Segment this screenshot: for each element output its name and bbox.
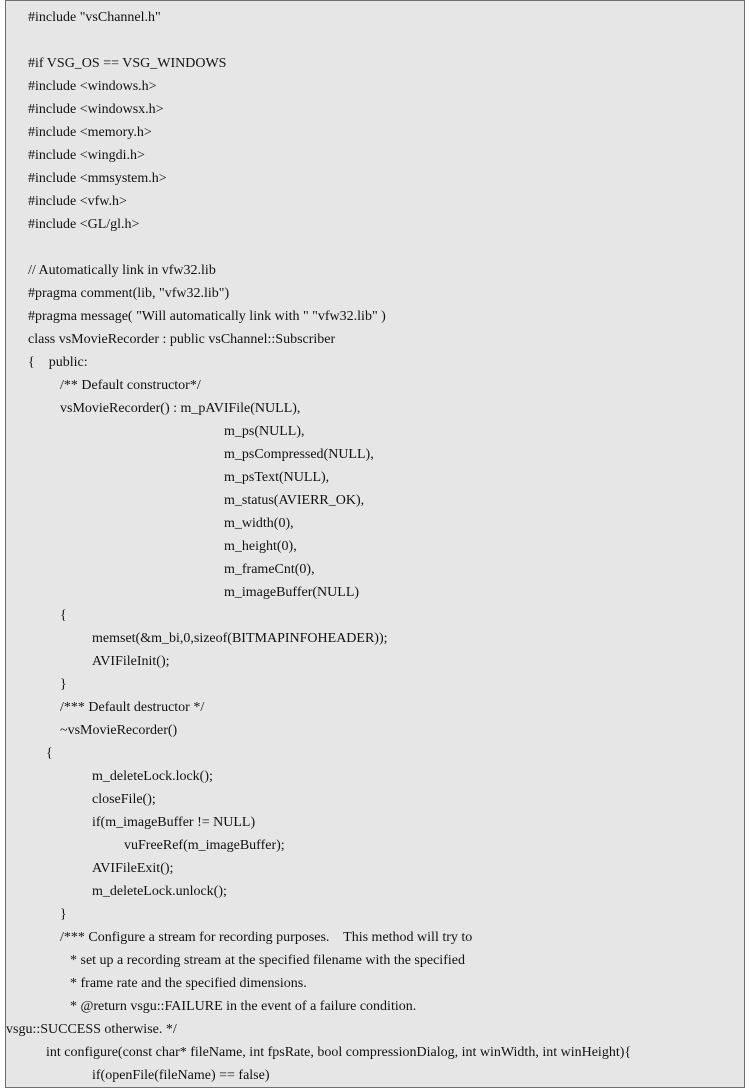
code-line: m_deleteLock.lock(); [92,769,213,784]
code-line: * @return vsgu::FAILURE in the event of a failure condition. [70,999,417,1014]
code-line: vuFreeRef(m_imageBuffer); [124,838,285,853]
code-line: if(m_imageBuffer != NULL) [92,815,256,830]
code-line: * frame rate and the specified dimensions. [70,976,307,991]
code-line: #include <wingdi.h> [28,148,145,163]
code-line: #if VSG_OS == VSG_WINDOWS [28,56,227,71]
code-line: AVIFileInit(); [92,654,170,669]
code-line: #include <mmsystem.h> [28,171,167,186]
code-line: int configure(const char* fileName, int fpsRate, bool compressionDialog, int winWidth, int winHeight){ [46,1045,632,1060]
code-line: vsMovieRecorder() : m_pAVIFile(NULL), [60,401,301,416]
code-line: #include "vsChannel.h" [28,10,161,25]
code-line: m_width(0), [224,516,294,531]
code-line: { public: [28,355,88,370]
code-line: AVIFileExit(); [92,861,174,876]
code-line: #include <memory.h> [28,125,152,140]
code-line: { [46,746,53,761]
code-line: #pragma message( "Will automatically link with " "vfw32.lib" ) [28,309,386,324]
code-line: if(openFile(fileName) == false) [92,1068,270,1083]
code-block [5,0,745,1088]
code-line: #pragma comment(lib, "vfw32.lib") [28,286,230,301]
code-line: // Automatically link in vfw32.lib [28,263,216,278]
code-line: #include <windows.h> [28,79,157,94]
code-line: ~vsMovieRecorder() [60,723,178,738]
code-line: * set up a recording stream at the specified filename with the specified [70,953,465,968]
code-line: #include <windowsx.h> [28,102,164,117]
code-line: #include <GL/gl.h> [28,217,140,232]
code-line: vsgu::SUCCESS otherwise. */ [6,1022,177,1037]
code-line: /*** Default destructor */ [60,700,205,715]
code-line: m_psText(NULL), [224,470,330,485]
code-line: m_psCompressed(NULL), [224,447,374,462]
code-line [6,237,744,259]
code-line: } [60,677,67,692]
code-line: m_status(AVIERR_OK), [224,493,365,508]
code-line: m_deleteLock.unlock(); [92,884,227,899]
code-line: m_imageBuffer(NULL) [224,585,360,600]
code-line: closeFile(); [92,792,156,807]
code-line: /*** Configure a stream for recording purposes. This method will try to [60,930,473,945]
code-line: class vsMovieRecorder : public vsChannel::Subscriber [28,332,336,347]
code-line: memset(&m_bi,0,sizeof(BITMAPINFOHEADER)); [92,631,388,646]
code-line: m_height(0), [224,539,297,554]
code-line [6,30,744,52]
code-line: } [60,907,67,922]
code-line: /** Default constructor*/ [60,378,201,393]
code-line: #include <vfw.h> [28,194,127,209]
code-line: m_frameCnt(0), [224,562,315,577]
code-line: m_ps(NULL), [224,424,305,439]
code-line: { [60,608,67,623]
